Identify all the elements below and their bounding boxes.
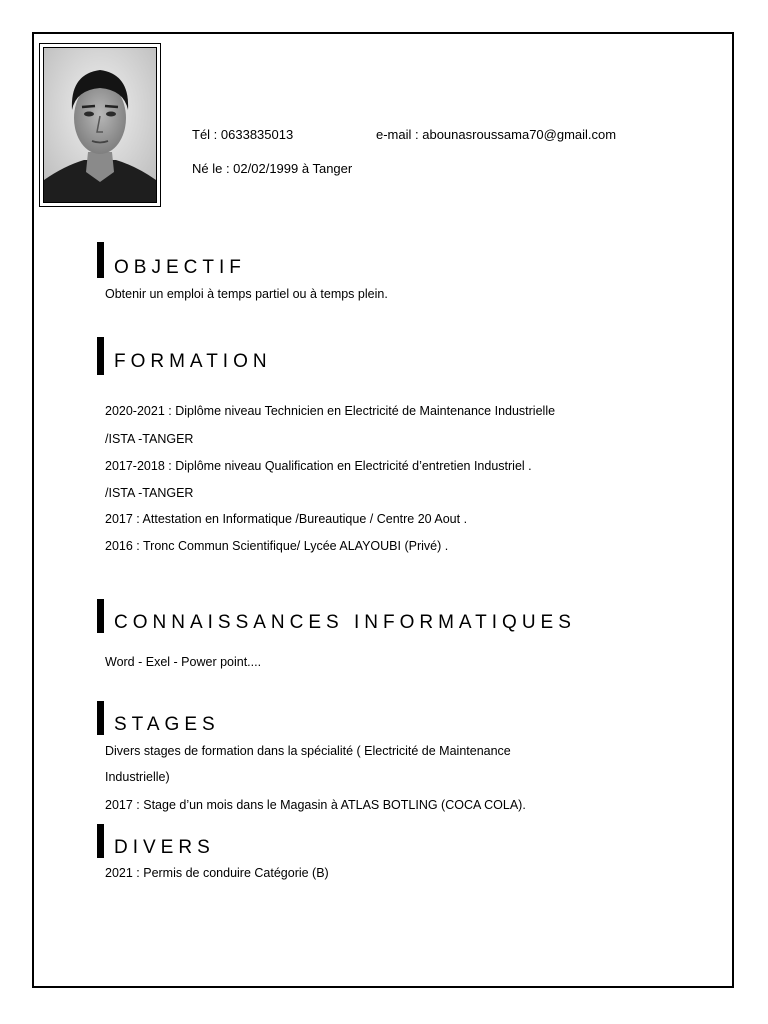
section-marker [97, 337, 104, 375]
section-title-formation: FORMATION [114, 351, 272, 372]
connaissances-line: Word - Exel - Power point.... [105, 655, 262, 669]
formation-line: /ISTA -TANGER [105, 486, 194, 500]
section-marker [97, 242, 104, 278]
divers-line: 2021 : Permis de conduire Catégorie (B) [105, 866, 329, 880]
profile-photo [43, 47, 157, 203]
profile-photo-frame [39, 43, 161, 207]
section-marker [97, 599, 104, 633]
section-title-stages: STAGES [114, 714, 220, 735]
objectif-line: Obtenir un emploi à temps partiel ou à temps plein. [105, 287, 388, 301]
stages-line: Industrielle) [105, 770, 170, 784]
section-title-objectif: OBJECTIF [114, 257, 246, 278]
section-marker [97, 824, 104, 858]
phone-text: Tél : 0633835013 [192, 127, 294, 142]
stages-line: 2017 : Stage d’un mois dans le Magasin à ATLAS BOTLING (COCA COLA). [105, 798, 526, 812]
birth-info-text: Né le : 02/02/1999 à Tanger [192, 161, 353, 176]
email-text: e-mail : abounasroussama70@gmail.com [376, 127, 617, 142]
formation-line: 2017 : Attestation en Informatique /Bureautique / Centre 20 Aout . [105, 512, 468, 526]
section-title-divers: DIVERS [114, 837, 215, 858]
formation-line: 2020-2021 : Diplôme niveau Technicien en Electricité de Maintenance Industrielle [105, 404, 556, 418]
section-marker [97, 701, 104, 735]
formation-line: 2017-2018 : Diplôme niveau Qualification en Electricité d’entretien Industriel . [105, 459, 532, 473]
formation-line: 2016 : Tronc Commun Scientifique/ Lycée ALAYOUBI (Privé) . [105, 539, 449, 553]
formation-line: /ISTA -TANGER [105, 432, 194, 446]
stages-line: Divers stages de formation dans la spécialité ( Electricité de Maintenance [105, 744, 511, 758]
section-title-connaissances: CONNAISSANCES INFORMATIQUES [114, 612, 576, 633]
